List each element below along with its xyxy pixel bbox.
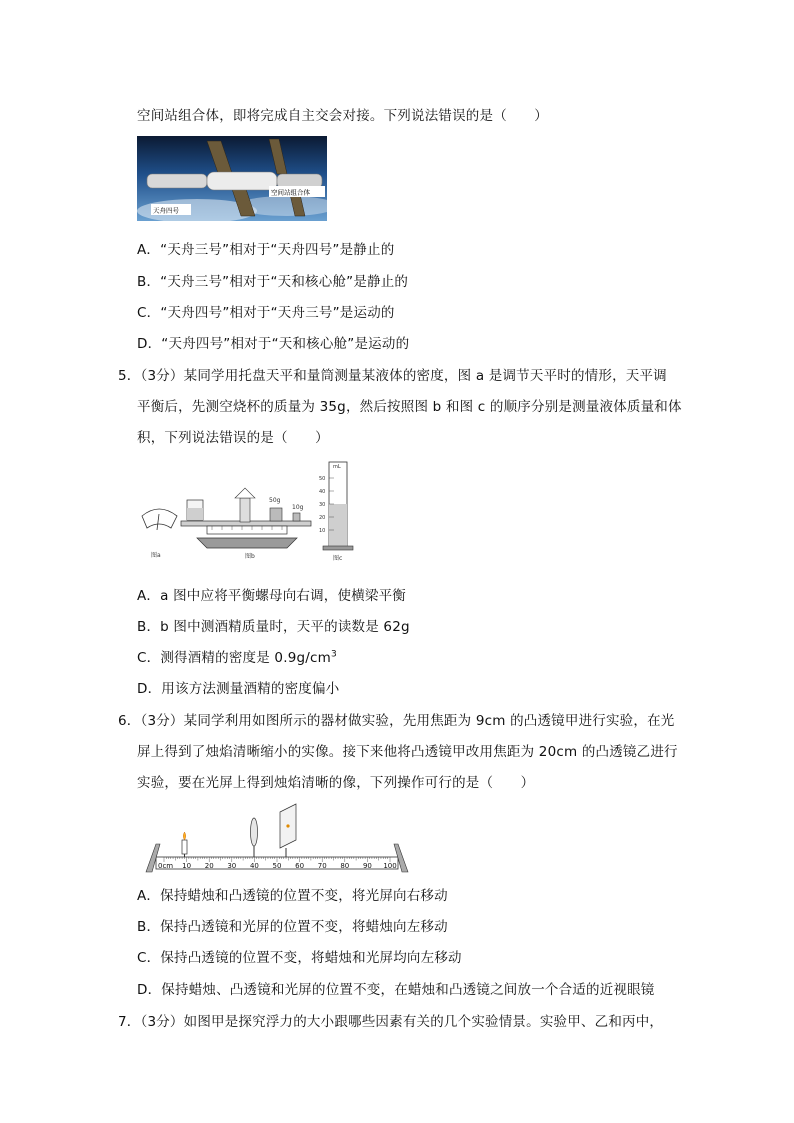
cyl-tick-40: 40 bbox=[319, 489, 326, 495]
station-label: 空间站组合体 bbox=[271, 188, 310, 197]
ruler-label: 50 bbox=[272, 862, 282, 870]
optical-bench-figure bbox=[140, 800, 415, 875]
q6-option-d: D．保持蜡烛、凸透镜和光屏的位置不变，在蜡烛和凸透镜之间放一个合适的近视眼镜 bbox=[137, 982, 655, 998]
convex-lens bbox=[251, 818, 258, 846]
ruler-label: 0cm bbox=[158, 862, 174, 870]
q6-stem-line3: 实验，要在光屏上得到烛焰清晰的像，下列操作可行的是（ ） bbox=[137, 775, 535, 791]
ruler-label: 70 bbox=[317, 862, 327, 870]
q5-option-c-sup: 3 bbox=[330, 649, 337, 660]
q5-stem-line1: 5．（3分）某同学用托盘天平和量筒测量某液体的密度，图 a 是调节天平时的情形，天平调 bbox=[118, 368, 667, 384]
ruler-label: 60 bbox=[295, 862, 305, 870]
cyl-tick-20: 20 bbox=[319, 515, 326, 521]
ruler-label: 20 bbox=[204, 862, 214, 870]
tianzhou4-label: 天舟四号 bbox=[153, 206, 179, 215]
cylinder-unit: mL bbox=[333, 464, 341, 470]
weight-50g bbox=[270, 508, 282, 521]
q6-stem-line2: 屏上得到了烛焰清晰缩小的实像。接下来他将凸透镜甲改用焦距为 20cm 的凸透镜乙进行 bbox=[137, 744, 678, 760]
cyl-tick-30: 30 bbox=[319, 502, 326, 508]
q5-option-b: B．b 图中测酒精质量时，天平的读数是 62g bbox=[137, 619, 410, 635]
fig-c-label: 图c bbox=[333, 555, 343, 562]
q4-option-c: C．“天舟四号”相对于“天舟三号”是运动的 bbox=[137, 305, 395, 321]
q4-stem-tail: 空间站组合体，即将完成自主交会对接。下列说法错误的是（ ） bbox=[137, 108, 548, 124]
balance-and-cylinder-figure bbox=[137, 458, 362, 568]
q5-option-a: A．a 图中应将平衡螺母向右调，使横梁平衡 bbox=[137, 588, 406, 604]
cyl-tick-10: 10 bbox=[319, 528, 326, 534]
weight-10g bbox=[293, 513, 300, 521]
q6-stem-line1: 6．（3分）某同学利用如图所示的器材做实验，先用焦距为 9cm 的凸透镜甲进行实验，在光 bbox=[118, 713, 675, 729]
ruler-label: 100 bbox=[383, 862, 397, 870]
ruler-label: 80 bbox=[340, 862, 350, 870]
balance-ruler bbox=[207, 526, 287, 534]
candle-flame bbox=[183, 832, 186, 840]
fig-b-label: 图b bbox=[245, 553, 255, 560]
q5-option-d: D．用该方法测量酒精的密度偏小 bbox=[137, 681, 340, 697]
weight-10g-label: 10g bbox=[292, 504, 304, 511]
ruler-label: 90 bbox=[362, 862, 372, 870]
q5-stem-line3: 积，下列说法错误的是（ ） bbox=[137, 430, 329, 446]
weight-50g-label: 50g bbox=[269, 497, 281, 504]
ruler-label: 40 bbox=[249, 862, 259, 870]
q4-option-d: D．“天舟四号”相对于“天和核心舱”是运动的 bbox=[137, 336, 410, 352]
ruler-label: 30 bbox=[227, 862, 237, 870]
q5-option-c bbox=[137, 646, 337, 666]
space-station-photo bbox=[137, 136, 327, 221]
q5-option-c-text: C．测得酒精的密度是 0.9g/cm bbox=[137, 650, 331, 666]
q6-option-b: B．保持凸透镜和光屏的位置不变，将蜡烛向左移动 bbox=[137, 919, 448, 935]
fig-a-label: 图a bbox=[151, 552, 161, 559]
q6-option-c: C．保持凸透镜的位置不变，将蜡烛和光屏均向左移动 bbox=[137, 950, 462, 966]
balance-base bbox=[197, 538, 297, 548]
pointer-scale-a bbox=[142, 509, 177, 528]
q6-option-a: A．保持蜡烛和凸透镜的位置不变，将光屏向右移动 bbox=[137, 888, 448, 904]
candle bbox=[182, 840, 187, 854]
q5-stem-line2: 平衡后，先测空烧杯的质量为 35g，然后按照图 b 和图 c 的顺序分别是测量液体质量和体 bbox=[137, 399, 682, 415]
q7-stem-line1: 7．（3分）如图甲是探究浮力的大小跟哪些因素有关的几个实验情景。实验甲、乙和丙中， bbox=[118, 1014, 664, 1030]
q4-option-a: A．“天舟三号”相对于“天舟四号”是静止的 bbox=[137, 242, 395, 258]
ruler-label: 10 bbox=[182, 862, 192, 870]
cyl-tick-50: 50 bbox=[319, 476, 326, 482]
q4-option-b: B．“天舟三号”相对于“天和核心舱”是静止的 bbox=[137, 274, 409, 290]
